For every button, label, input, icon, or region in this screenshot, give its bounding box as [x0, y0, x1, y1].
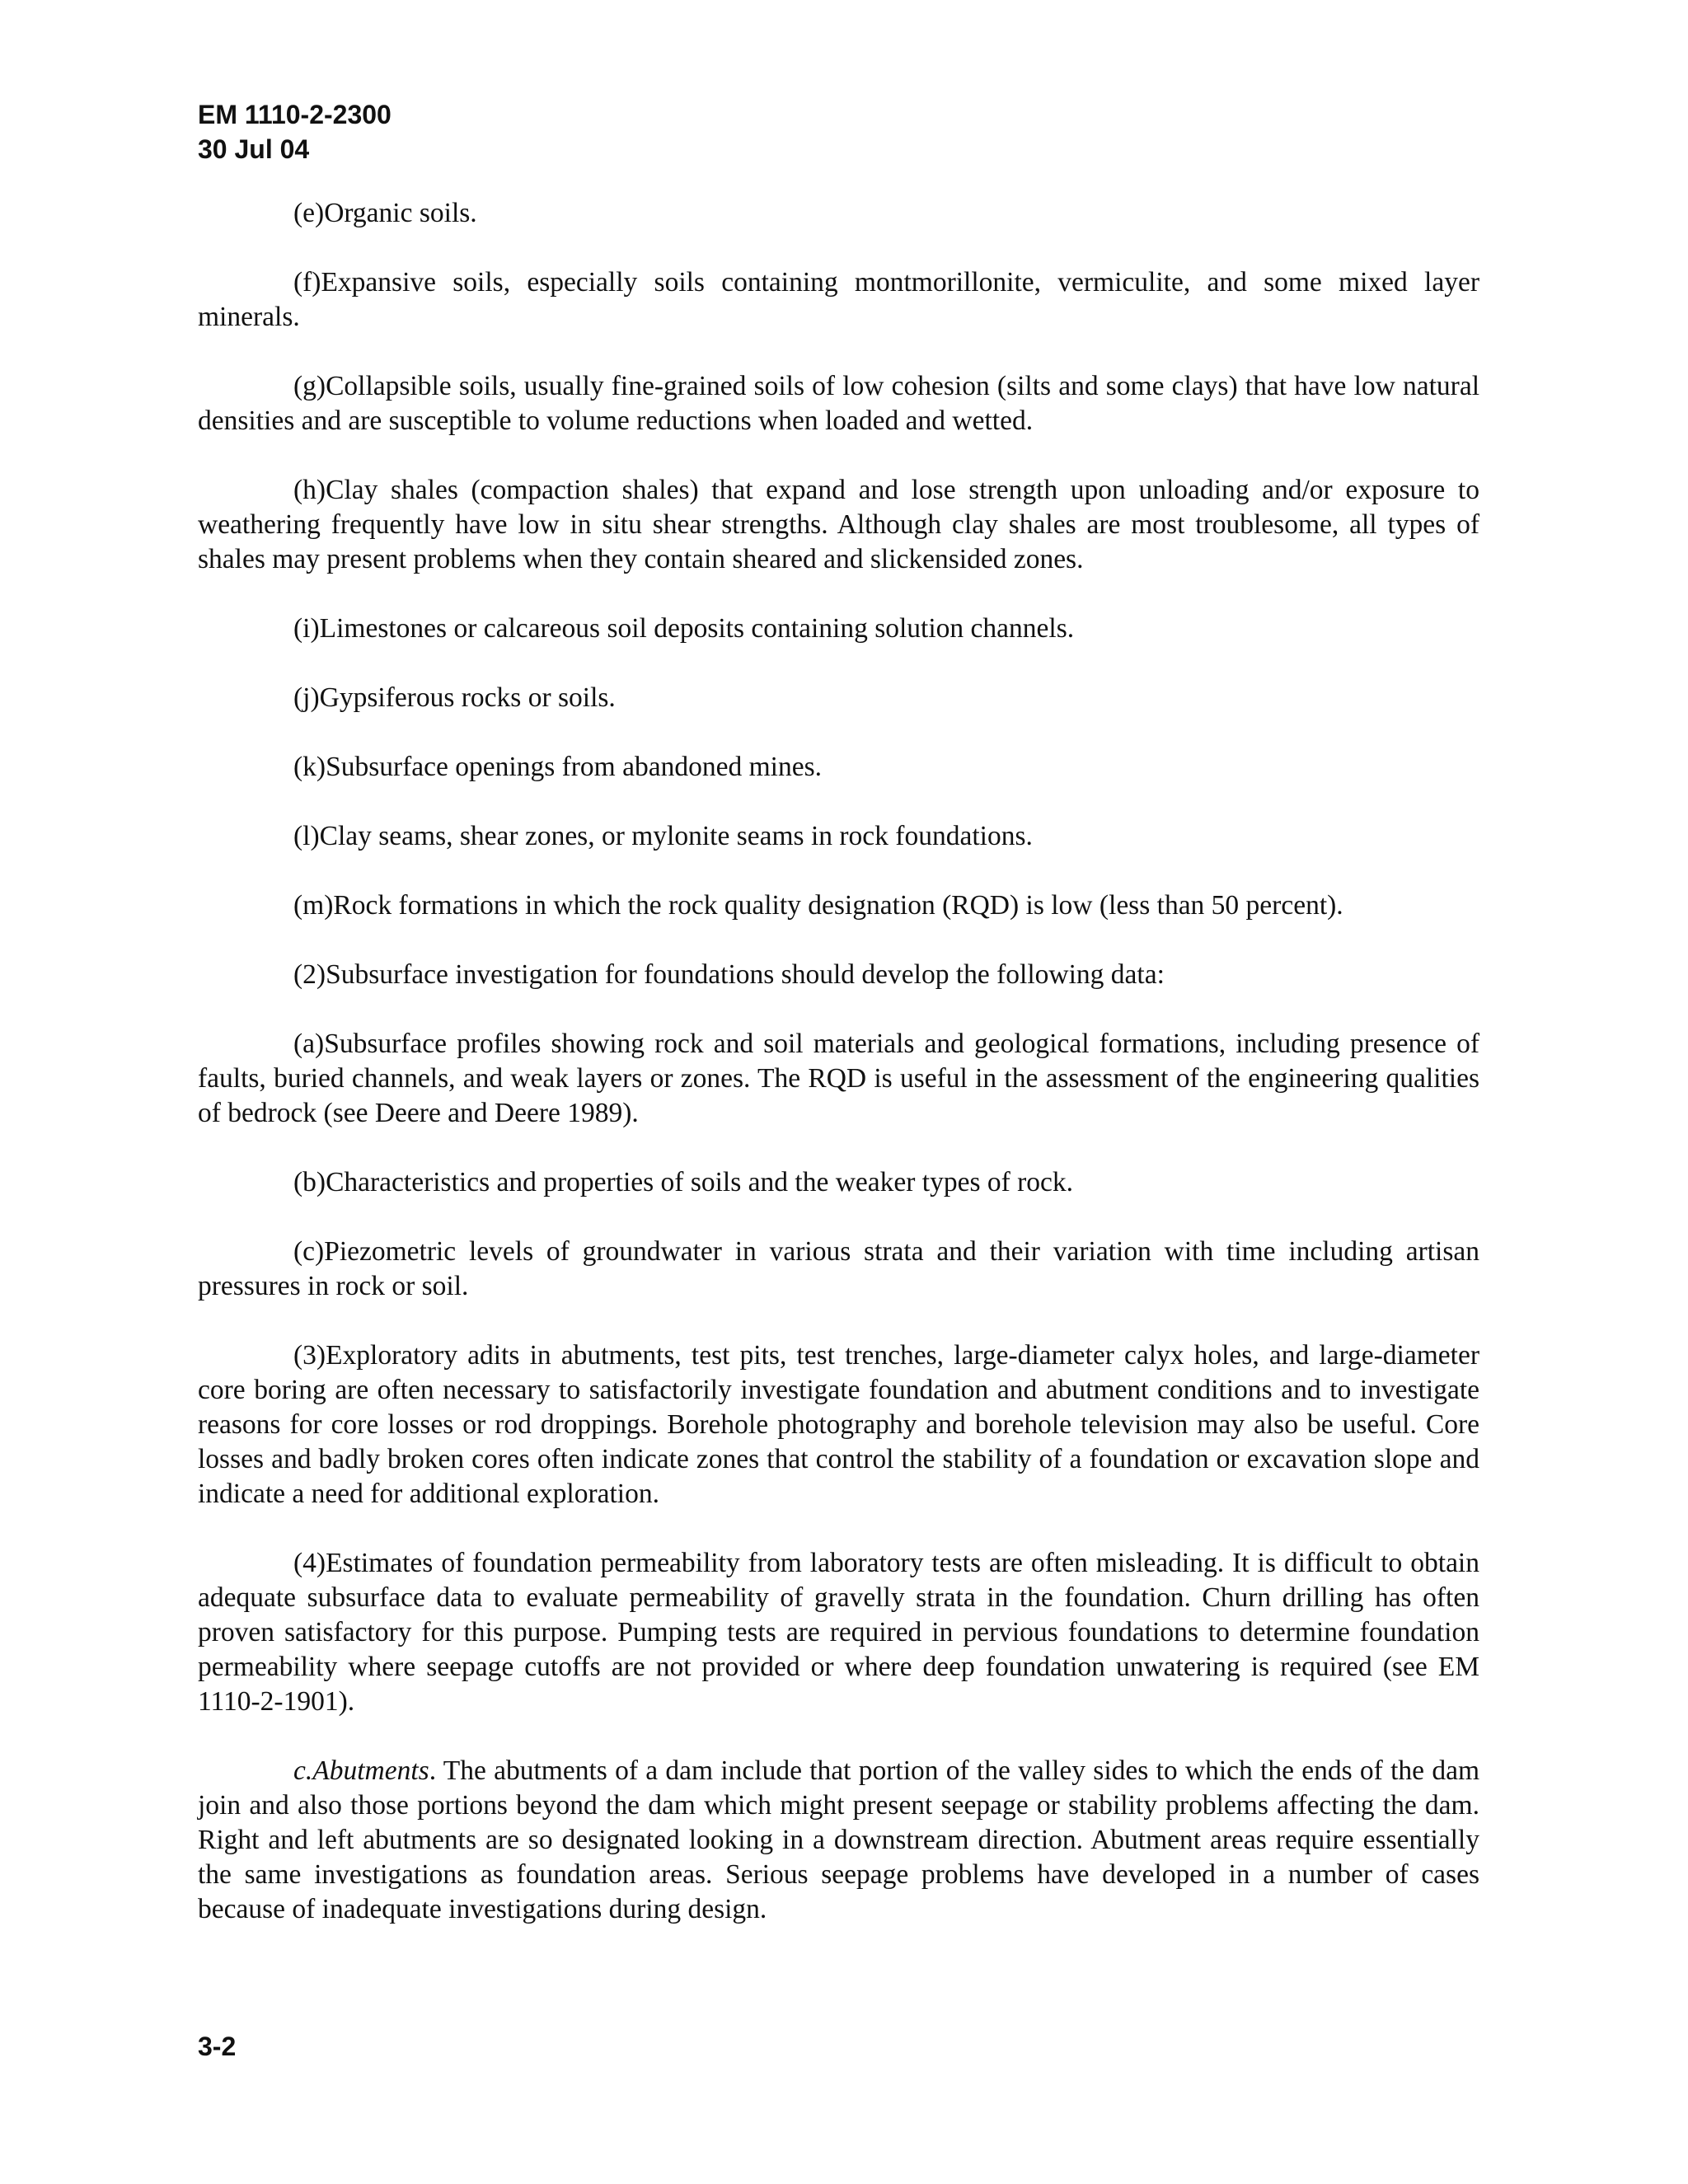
paragraph-3	[198, 1338, 1479, 1511]
paragraph-l	[198, 819, 1479, 854]
paragraph-label: (k)	[293, 752, 326, 782]
section-text: . The abutments of a dam include that portion of the valley sides to which the ends of the dam join and also those portions beyond the dam which might present seepage or stability problems affecting the dam. Right and left abutments are so designated looking in a downstream direction. Abutment areas require essentially the same investigations as foundation areas. Serious seepage problems have developed in a number of cases because of inadequate investigations during design.	[198, 1755, 1479, 1924]
section-title: Abutments	[312, 1755, 429, 1786]
paragraph-label: (4)	[293, 1548, 326, 1578]
paragraph-label: (i)	[293, 613, 320, 644]
doc-number: EM 1110-2-2300	[198, 100, 392, 129]
paragraph-g	[198, 369, 1479, 438]
paragraph-c-abutments	[198, 1754, 1479, 1927]
paragraph-2a	[198, 1027, 1479, 1131]
paragraph-e	[198, 196, 1479, 231]
document-header	[198, 97, 392, 166]
paragraph-2b	[198, 1165, 1479, 1200]
paragraph-text: Clay seams, shear zones, or mylonite seams in rock foundations.	[319, 821, 1033, 851]
doc-date: 30 Jul 04	[198, 134, 310, 164]
paragraph-label: (m)	[293, 890, 334, 921]
paragraph-text: Subsurface openings from abandoned mines.	[326, 752, 822, 782]
paragraph-k	[198, 750, 1479, 785]
section-label: c.	[293, 1755, 313, 1786]
paragraph-text: Subsurface profiles showing rock and soil materials and geological formations, including presence of faults, buried channels, and weak layers or zones. The RQD is useful in the assessment of the engineering qualities of bedrock (see Deere and Deere 1989).	[198, 1029, 1479, 1128]
paragraph-label: (e)	[293, 198, 325, 228]
paragraph-text: Exploratory adits in abutments, test pits, test trenches, large-diameter calyx holes, and large-diameter core boring are often necessary to satisfactorily investigate foundation and abutment conditions and to investigate reasons for core losses or rod droppings. Borehole photography and borehole television may also be useful. Core losses and badly broken cores often indicate zones that control the stability of a foundation or excavation slope and indicate a need for additional exploration.	[198, 1340, 1479, 1509]
document-body	[198, 196, 1479, 1961]
paragraph-m	[198, 888, 1479, 923]
paragraph-label: (c)	[293, 1236, 325, 1267]
paragraph-text: Piezometric levels of groundwater in various strata and their variation with time including artisan pressures in rock or soil.	[198, 1236, 1479, 1301]
paragraph-4	[198, 1546, 1479, 1719]
paragraph-label: (2)	[293, 959, 326, 990]
paragraph-text: Estimates of foundation permeability from laboratory tests are often misleading. It is difficult to obtain adequate subsurface data to evaluate permeability of gravelly strata in the foundation. Churn drilling has often proven satisfactory for this purpose. Pumping tests are required in pervious foundations to determine foundation permeability where seepage cutoffs are not provided or where deep foundation unwatering is required (see EM 1110-2-1901).	[198, 1548, 1479, 1717]
paragraph-2	[198, 958, 1479, 992]
paragraph-h	[198, 473, 1479, 577]
paragraph-label: (b)	[293, 1167, 326, 1197]
paragraph-text: Organic soils.	[324, 198, 477, 228]
paragraph-label: (3)	[293, 1340, 326, 1371]
paragraph-text: Characteristics and properties of soils and the weaker types of rock.	[326, 1167, 1074, 1197]
paragraph-text: Gypsiferous rocks or soils.	[319, 682, 616, 713]
paragraph-text: Subsurface investigation for foundations should develop the following data:	[326, 959, 1165, 990]
paragraph-text: Limestones or calcareous soil deposits containing solution channels.	[319, 613, 1075, 644]
page-number: 3-2	[198, 2032, 237, 2061]
paragraph-text: Clay shales (compaction shales) that expand and lose strength upon unloading and/or exposure to weathering frequently have low in situ shear strengths. Although clay shales are most troublesome, all types of shales may present problems when they contain sheared and slickensided zones.	[198, 475, 1479, 574]
paragraph-text: Expansive soils, especially soils containing montmorillonite, vermiculite, and some mixed layer minerals.	[198, 267, 1479, 332]
paragraph-text: Collapsible soils, usually fine-grained soils of low cohesion (silts and some clays) that have low natural densities and are susceptible to volume reductions when loaded and wetted.	[198, 371, 1479, 436]
paragraph-label: (g)	[293, 371, 326, 401]
paragraph-label: (l)	[293, 821, 320, 851]
paragraph-i	[198, 612, 1479, 646]
paragraph-label: (a)	[293, 1029, 325, 1059]
paragraph-label: (j)	[293, 682, 320, 713]
paragraph-label: (h)	[293, 475, 326, 505]
paragraph-j	[198, 681, 1479, 715]
paragraph-text: Rock formations in which the rock quality designation (RQD) is low (less than 50 percent).	[333, 890, 1343, 921]
paragraph-f	[198, 265, 1479, 335]
paragraph-2c	[198, 1235, 1479, 1304]
paragraph-label: (f)	[293, 267, 321, 298]
